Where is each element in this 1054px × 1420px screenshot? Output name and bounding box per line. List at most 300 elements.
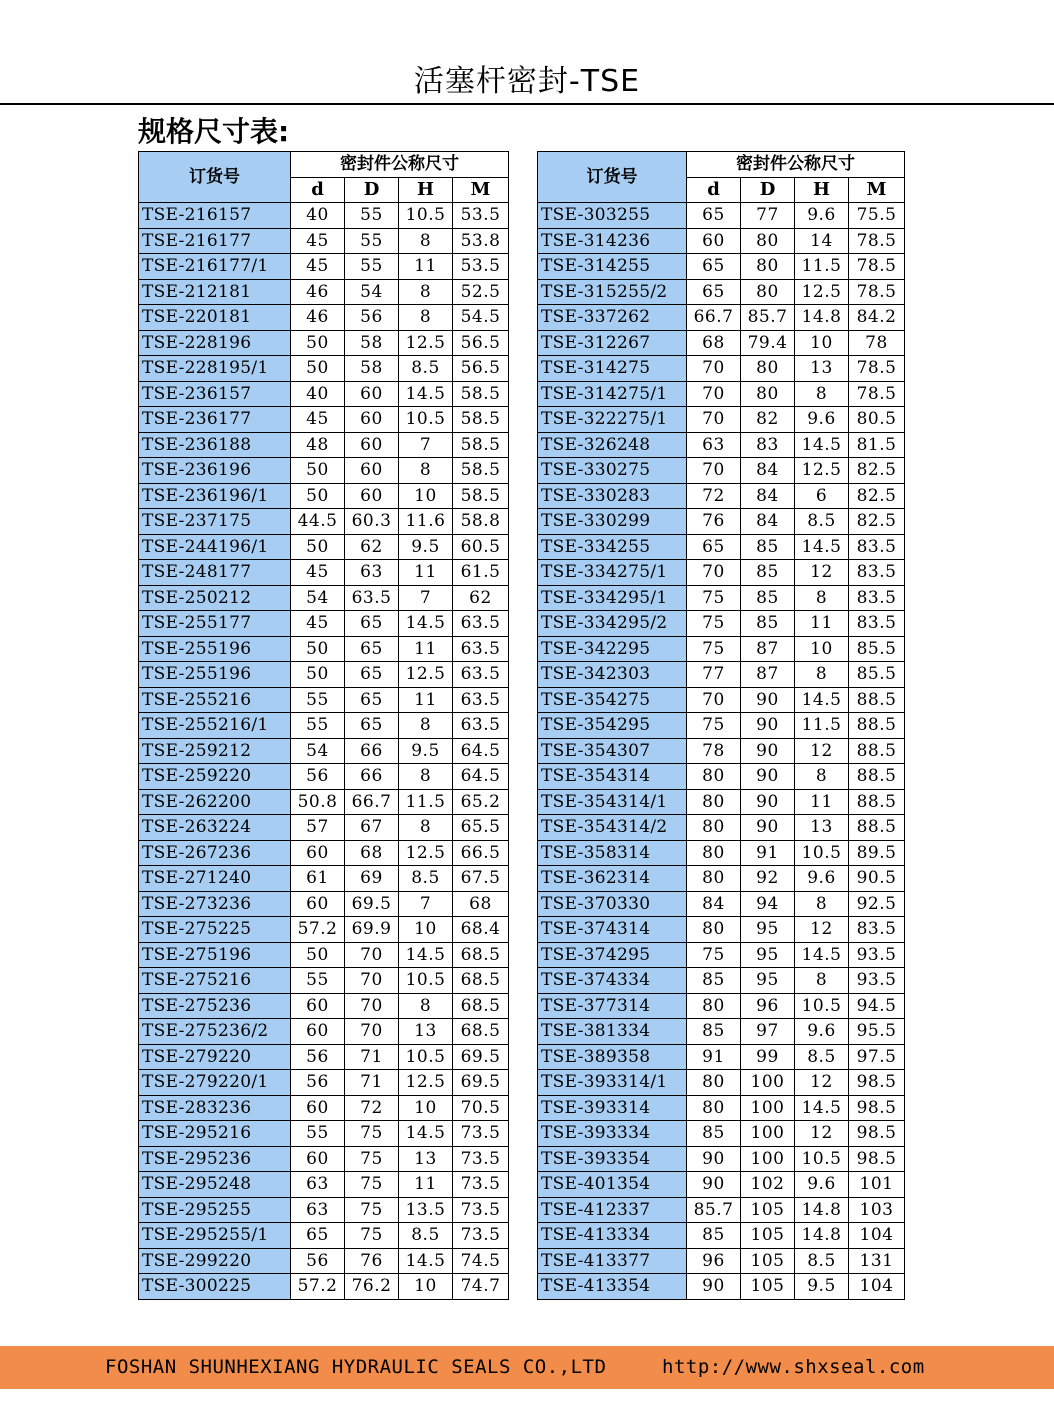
M-cell: 56.5 [453,330,509,356]
order-number-cell: TSE-279220/1 [139,1070,291,1096]
d-cell: 70 [687,560,741,586]
M-cell: 98.5 [849,1070,905,1096]
M-cell: 54.5 [453,305,509,331]
table-row [139,891,509,917]
table-row [538,1223,905,1249]
M-cell: 68.5 [453,993,509,1019]
order-number-cell: TSE-255177 [139,611,291,637]
table-row [538,1070,905,1096]
order-number-cell: TSE-216177/1 [139,254,291,280]
M-cell: 68 [453,891,509,917]
order-number-cell: TSE-279220 [139,1044,291,1070]
page-title: 活塞杆密封-TSE [413,64,641,99]
H-cell: 8 [399,764,453,790]
D-cell: 95 [741,942,795,968]
M-cell: 58.5 [453,407,509,433]
M-cell: 88.5 [849,738,905,764]
order-number-cell: TSE-334275/1 [538,560,687,586]
order-number-cell: TSE-377314 [538,993,687,1019]
table-row [538,764,905,790]
M-cell: 95.5 [849,1019,905,1045]
order-number-cell: TSE-334295/2 [538,611,687,637]
d-cell: 85 [687,1019,741,1045]
d-cell: 66.7 [687,305,741,331]
M-cell: 68.4 [453,917,509,943]
d-cell: 65 [687,279,741,305]
D-cell: 91 [741,840,795,866]
d-cell: 80 [687,866,741,892]
col-H-header: H [399,177,453,203]
d-cell: 50 [291,356,345,382]
order-number-cell: TSE-275196 [139,942,291,968]
table-row [139,993,509,1019]
table-row [139,687,509,713]
M-cell: 69.5 [453,1044,509,1070]
d-cell: 60 [291,1095,345,1121]
H-cell: 10.5 [795,840,849,866]
d-cell: 40 [291,381,345,407]
d-cell: 80 [687,764,741,790]
D-cell: 60 [345,381,399,407]
H-cell: 11.5 [795,254,849,280]
H-cell: 11 [399,1172,453,1198]
H-cell: 10 [399,1095,453,1121]
d-cell: 45 [291,254,345,280]
D-cell: 94 [741,891,795,917]
H-cell: 9.6 [795,1019,849,1045]
M-cell: 56.5 [453,356,509,382]
d-cell: 90 [687,1172,741,1198]
d-cell: 75 [687,942,741,968]
table-row [139,1019,509,1045]
table-row [538,942,905,968]
d-cell: 48 [291,432,345,458]
d-cell: 60 [291,1146,345,1172]
table-row [538,993,905,1019]
M-cell: 89.5 [849,840,905,866]
D-cell: 102 [741,1172,795,1198]
col-d-header: d [687,177,741,203]
H-cell: 10 [399,483,453,509]
D-cell: 72 [345,1095,399,1121]
H-cell: 8.5 [399,356,453,382]
M-cell: 53.8 [453,228,509,254]
order-number-cell: TSE-275225 [139,917,291,943]
table-row [538,1095,905,1121]
M-cell: 65.2 [453,789,509,815]
table-row [139,509,509,535]
table-row [538,713,905,739]
H-cell: 12 [795,1070,849,1096]
M-cell: 58.5 [453,483,509,509]
M-cell: 98.5 [849,1146,905,1172]
D-cell: 105 [741,1197,795,1223]
M-cell: 63.5 [453,662,509,688]
D-cell: 60 [345,432,399,458]
d-cell: 60 [687,228,741,254]
table-row [538,1121,905,1147]
H-cell: 10 [795,330,849,356]
order-number-cell: TSE-393314 [538,1095,687,1121]
D-cell: 85.7 [741,305,795,331]
H-cell: 12 [795,1121,849,1147]
D-cell: 75 [345,1223,399,1249]
d-cell: 80 [687,815,741,841]
H-cell: 14.8 [795,1197,849,1223]
order-number-cell: TSE-326248 [538,432,687,458]
d-cell: 80 [687,840,741,866]
d-cell: 57.2 [291,917,345,943]
M-cell: 88.5 [849,687,905,713]
order-number-cell: TSE-374334 [538,968,687,994]
table-row [139,305,509,331]
order-number-cell: TSE-354307 [538,738,687,764]
H-cell: 6 [795,483,849,509]
M-cell: 73.5 [453,1121,509,1147]
order-number-cell: TSE-275236/2 [139,1019,291,1045]
H-cell: 13.5 [399,1197,453,1223]
M-cell: 70.5 [453,1095,509,1121]
H-cell: 8 [399,279,453,305]
order-number-header: 订货号 [538,152,687,203]
D-cell: 70 [345,993,399,1019]
col-M-header: M [453,177,509,203]
D-cell: 55 [345,203,399,229]
D-cell: 100 [741,1121,795,1147]
H-cell: 11 [795,611,849,637]
table-row [139,203,509,229]
D-cell: 79.4 [741,330,795,356]
table-row [139,483,509,509]
d-cell: 80 [687,1070,741,1096]
H-cell: 9.5 [795,1274,849,1300]
M-cell: 93.5 [849,942,905,968]
col-H-header: H [795,177,849,203]
H-cell: 14.5 [399,942,453,968]
d-cell: 68 [687,330,741,356]
d-cell: 63 [291,1197,345,1223]
H-cell: 7 [399,891,453,917]
table-row [538,432,905,458]
H-cell: 12 [795,560,849,586]
D-cell: 90 [741,815,795,841]
order-number-cell: TSE-236196/1 [139,483,291,509]
M-cell: 68.5 [453,968,509,994]
H-cell: 8 [399,228,453,254]
M-cell: 69.5 [453,1070,509,1096]
order-number-cell: TSE-337262 [538,305,687,331]
section-heading: 规格尺寸表: [138,115,290,148]
order-number-cell: TSE-370330 [538,891,687,917]
table-row [538,1274,905,1300]
H-cell: 11 [399,254,453,280]
spec-table-right-body [538,203,905,1300]
H-cell: 13 [399,1146,453,1172]
D-cell: 75 [345,1172,399,1198]
d-cell: 70 [687,458,741,484]
M-cell: 82.5 [849,509,905,535]
M-cell: 80.5 [849,407,905,433]
D-cell: 65 [345,636,399,662]
H-cell: 11 [399,687,453,713]
D-cell: 69.9 [345,917,399,943]
d-cell: 50 [291,636,345,662]
H-cell: 7 [399,432,453,458]
D-cell: 85 [741,534,795,560]
d-cell: 80 [687,993,741,1019]
table-row [538,1197,905,1223]
table-row [139,1095,509,1121]
H-cell: 14.8 [795,305,849,331]
order-number-cell: TSE-263224 [139,815,291,841]
M-cell: 131 [849,1248,905,1274]
table-row [139,560,509,586]
M-cell: 78 [849,330,905,356]
D-cell: 80 [741,356,795,382]
d-cell: 90 [687,1146,741,1172]
D-cell: 96 [741,993,795,1019]
d-cell: 50 [291,534,345,560]
order-number-cell: TSE-389358 [538,1044,687,1070]
H-cell: 10.5 [399,203,453,229]
order-number-cell: TSE-259212 [139,738,291,764]
D-cell: 80 [741,228,795,254]
table-row [139,1274,509,1300]
M-cell: 53.5 [453,254,509,280]
M-cell: 78.5 [849,228,905,254]
order-number-cell: TSE-228196 [139,330,291,356]
M-cell: 83.5 [849,611,905,637]
D-cell: 70 [345,942,399,968]
order-number-cell: TSE-255196 [139,662,291,688]
M-cell: 85.5 [849,662,905,688]
table-row [139,330,509,356]
D-cell: 95 [741,968,795,994]
H-cell: 8 [399,305,453,331]
order-number-cell: TSE-393334 [538,1121,687,1147]
table-row [538,458,905,484]
D-cell: 85 [741,585,795,611]
D-cell: 92 [741,866,795,892]
d-cell: 55 [291,1121,345,1147]
table-row [139,840,509,866]
order-number-cell: TSE-413377 [538,1248,687,1274]
order-number-cell: TSE-275236 [139,993,291,1019]
table-row [139,1044,509,1070]
title-divider [0,103,1054,105]
order-number-cell: TSE-342295 [538,636,687,662]
table-row [139,1070,509,1096]
D-cell: 56 [345,305,399,331]
table-row [139,585,509,611]
order-number-cell: TSE-314275 [538,356,687,382]
order-number-cell: TSE-334255 [538,534,687,560]
order-number-cell: TSE-228195/1 [139,356,291,382]
d-cell: 80 [687,1095,741,1121]
D-cell: 58 [345,330,399,356]
table-row [538,203,905,229]
table-row [538,305,905,331]
M-cell: 92.5 [849,891,905,917]
order-number-cell: TSE-216157 [139,203,291,229]
M-cell: 78.5 [849,381,905,407]
order-number-cell: TSE-362314 [538,866,687,892]
M-cell: 83.5 [849,917,905,943]
d-cell: 72 [687,483,741,509]
d-cell: 61 [291,866,345,892]
d-cell: 56 [291,1044,345,1070]
order-number-cell: TSE-330283 [538,483,687,509]
H-cell: 9.6 [795,866,849,892]
H-cell: 7 [399,585,453,611]
table-row [139,611,509,637]
d-cell: 80 [687,917,741,943]
order-number-cell: TSE-275216 [139,968,291,994]
d-cell: 40 [291,203,345,229]
H-cell: 9.6 [795,203,849,229]
H-cell: 11.6 [399,509,453,535]
d-cell: 63 [291,1172,345,1198]
D-cell: 65 [345,662,399,688]
table-row [139,636,509,662]
M-cell: 104 [849,1274,905,1300]
H-cell: 10.5 [795,993,849,1019]
d-cell: 77 [687,662,741,688]
d-cell: 91 [687,1044,741,1070]
H-cell: 8.5 [399,1223,453,1249]
H-cell: 12 [795,738,849,764]
order-number-cell: TSE-244196/1 [139,534,291,560]
d-cell: 63 [687,432,741,458]
M-cell: 97.5 [849,1044,905,1070]
H-cell: 9.6 [795,407,849,433]
table-row [139,917,509,943]
d-cell: 60 [291,993,345,1019]
D-cell: 90 [741,687,795,713]
H-cell: 12.5 [399,840,453,866]
d-cell: 56 [291,764,345,790]
H-cell: 14.5 [795,687,849,713]
table-row [538,534,905,560]
table-row [538,789,905,815]
D-cell: 85 [741,560,795,586]
H-cell: 10 [399,917,453,943]
D-cell: 65 [345,611,399,637]
col-D-header: D [741,177,795,203]
D-cell: 66 [345,764,399,790]
H-cell: 12.5 [795,279,849,305]
table-row [139,407,509,433]
M-cell: 52.5 [453,279,509,305]
M-cell: 63.5 [453,687,509,713]
order-number-cell: TSE-255216 [139,687,291,713]
spec-table-left [138,151,509,1300]
order-number-cell: TSE-295255/1 [139,1223,291,1249]
table-row [139,1146,509,1172]
col-M-header: M [849,177,905,203]
order-number-cell: TSE-271240 [139,866,291,892]
M-cell: 58.5 [453,381,509,407]
D-cell: 80 [741,381,795,407]
M-cell: 98.5 [849,1095,905,1121]
M-cell: 93.5 [849,968,905,994]
M-cell: 103 [849,1197,905,1223]
d-cell: 55 [291,687,345,713]
D-cell: 84 [741,458,795,484]
H-cell: 13 [795,815,849,841]
table-row [538,330,905,356]
d-cell: 65 [687,203,741,229]
M-cell: 58.5 [453,458,509,484]
H-cell: 13 [795,356,849,382]
d-cell: 50 [291,483,345,509]
d-cell: 50 [291,942,345,968]
d-cell: 78 [687,738,741,764]
d-cell: 70 [687,407,741,433]
M-cell: 73.5 [453,1146,509,1172]
M-cell: 78.5 [849,356,905,382]
footer-website-link[interactable]: http://www.shxseal.com [662,1356,925,1378]
order-number-cell: TSE-295216 [139,1121,291,1147]
M-cell: 58.8 [453,509,509,535]
D-cell: 66 [345,738,399,764]
M-cell: 104 [849,1223,905,1249]
D-cell: 58 [345,356,399,382]
M-cell: 58.5 [453,432,509,458]
order-number-cell: TSE-248177 [139,560,291,586]
D-cell: 77 [741,203,795,229]
table-row [139,1172,509,1198]
H-cell: 8 [399,458,453,484]
table-row [139,534,509,560]
M-cell: 84.2 [849,305,905,331]
H-cell: 8 [399,815,453,841]
table-row [538,968,905,994]
D-cell: 80 [741,254,795,280]
H-cell: 12.5 [399,1070,453,1096]
H-cell: 8 [399,993,453,1019]
order-number-cell: TSE-330299 [538,509,687,535]
D-cell: 80 [741,279,795,305]
order-number-cell: TSE-236157 [139,381,291,407]
H-cell: 14.5 [795,432,849,458]
D-cell: 85 [741,611,795,637]
order-number-cell: TSE-236177 [139,407,291,433]
D-cell: 90 [741,738,795,764]
M-cell: 81.5 [849,432,905,458]
d-cell: 60 [291,1019,345,1045]
d-cell: 57 [291,815,345,841]
D-cell: 97 [741,1019,795,1045]
d-cell: 44.5 [291,509,345,535]
nominal-size-header: 密封件公称尺寸 [687,152,905,178]
M-cell: 64.5 [453,764,509,790]
d-cell: 76 [687,509,741,535]
col-d-header: d [291,177,345,203]
table-row [538,636,905,662]
table-row [139,279,509,305]
H-cell: 10.5 [399,1044,453,1070]
d-cell: 70 [687,356,741,382]
H-cell: 8 [795,891,849,917]
order-number-cell: TSE-354314/2 [538,815,687,841]
M-cell: 68.5 [453,1019,509,1045]
M-cell: 74.7 [453,1274,509,1300]
table-row [538,1146,905,1172]
table-row [538,560,905,586]
table-row [538,1044,905,1070]
order-number-cell: TSE-315255/2 [538,279,687,305]
